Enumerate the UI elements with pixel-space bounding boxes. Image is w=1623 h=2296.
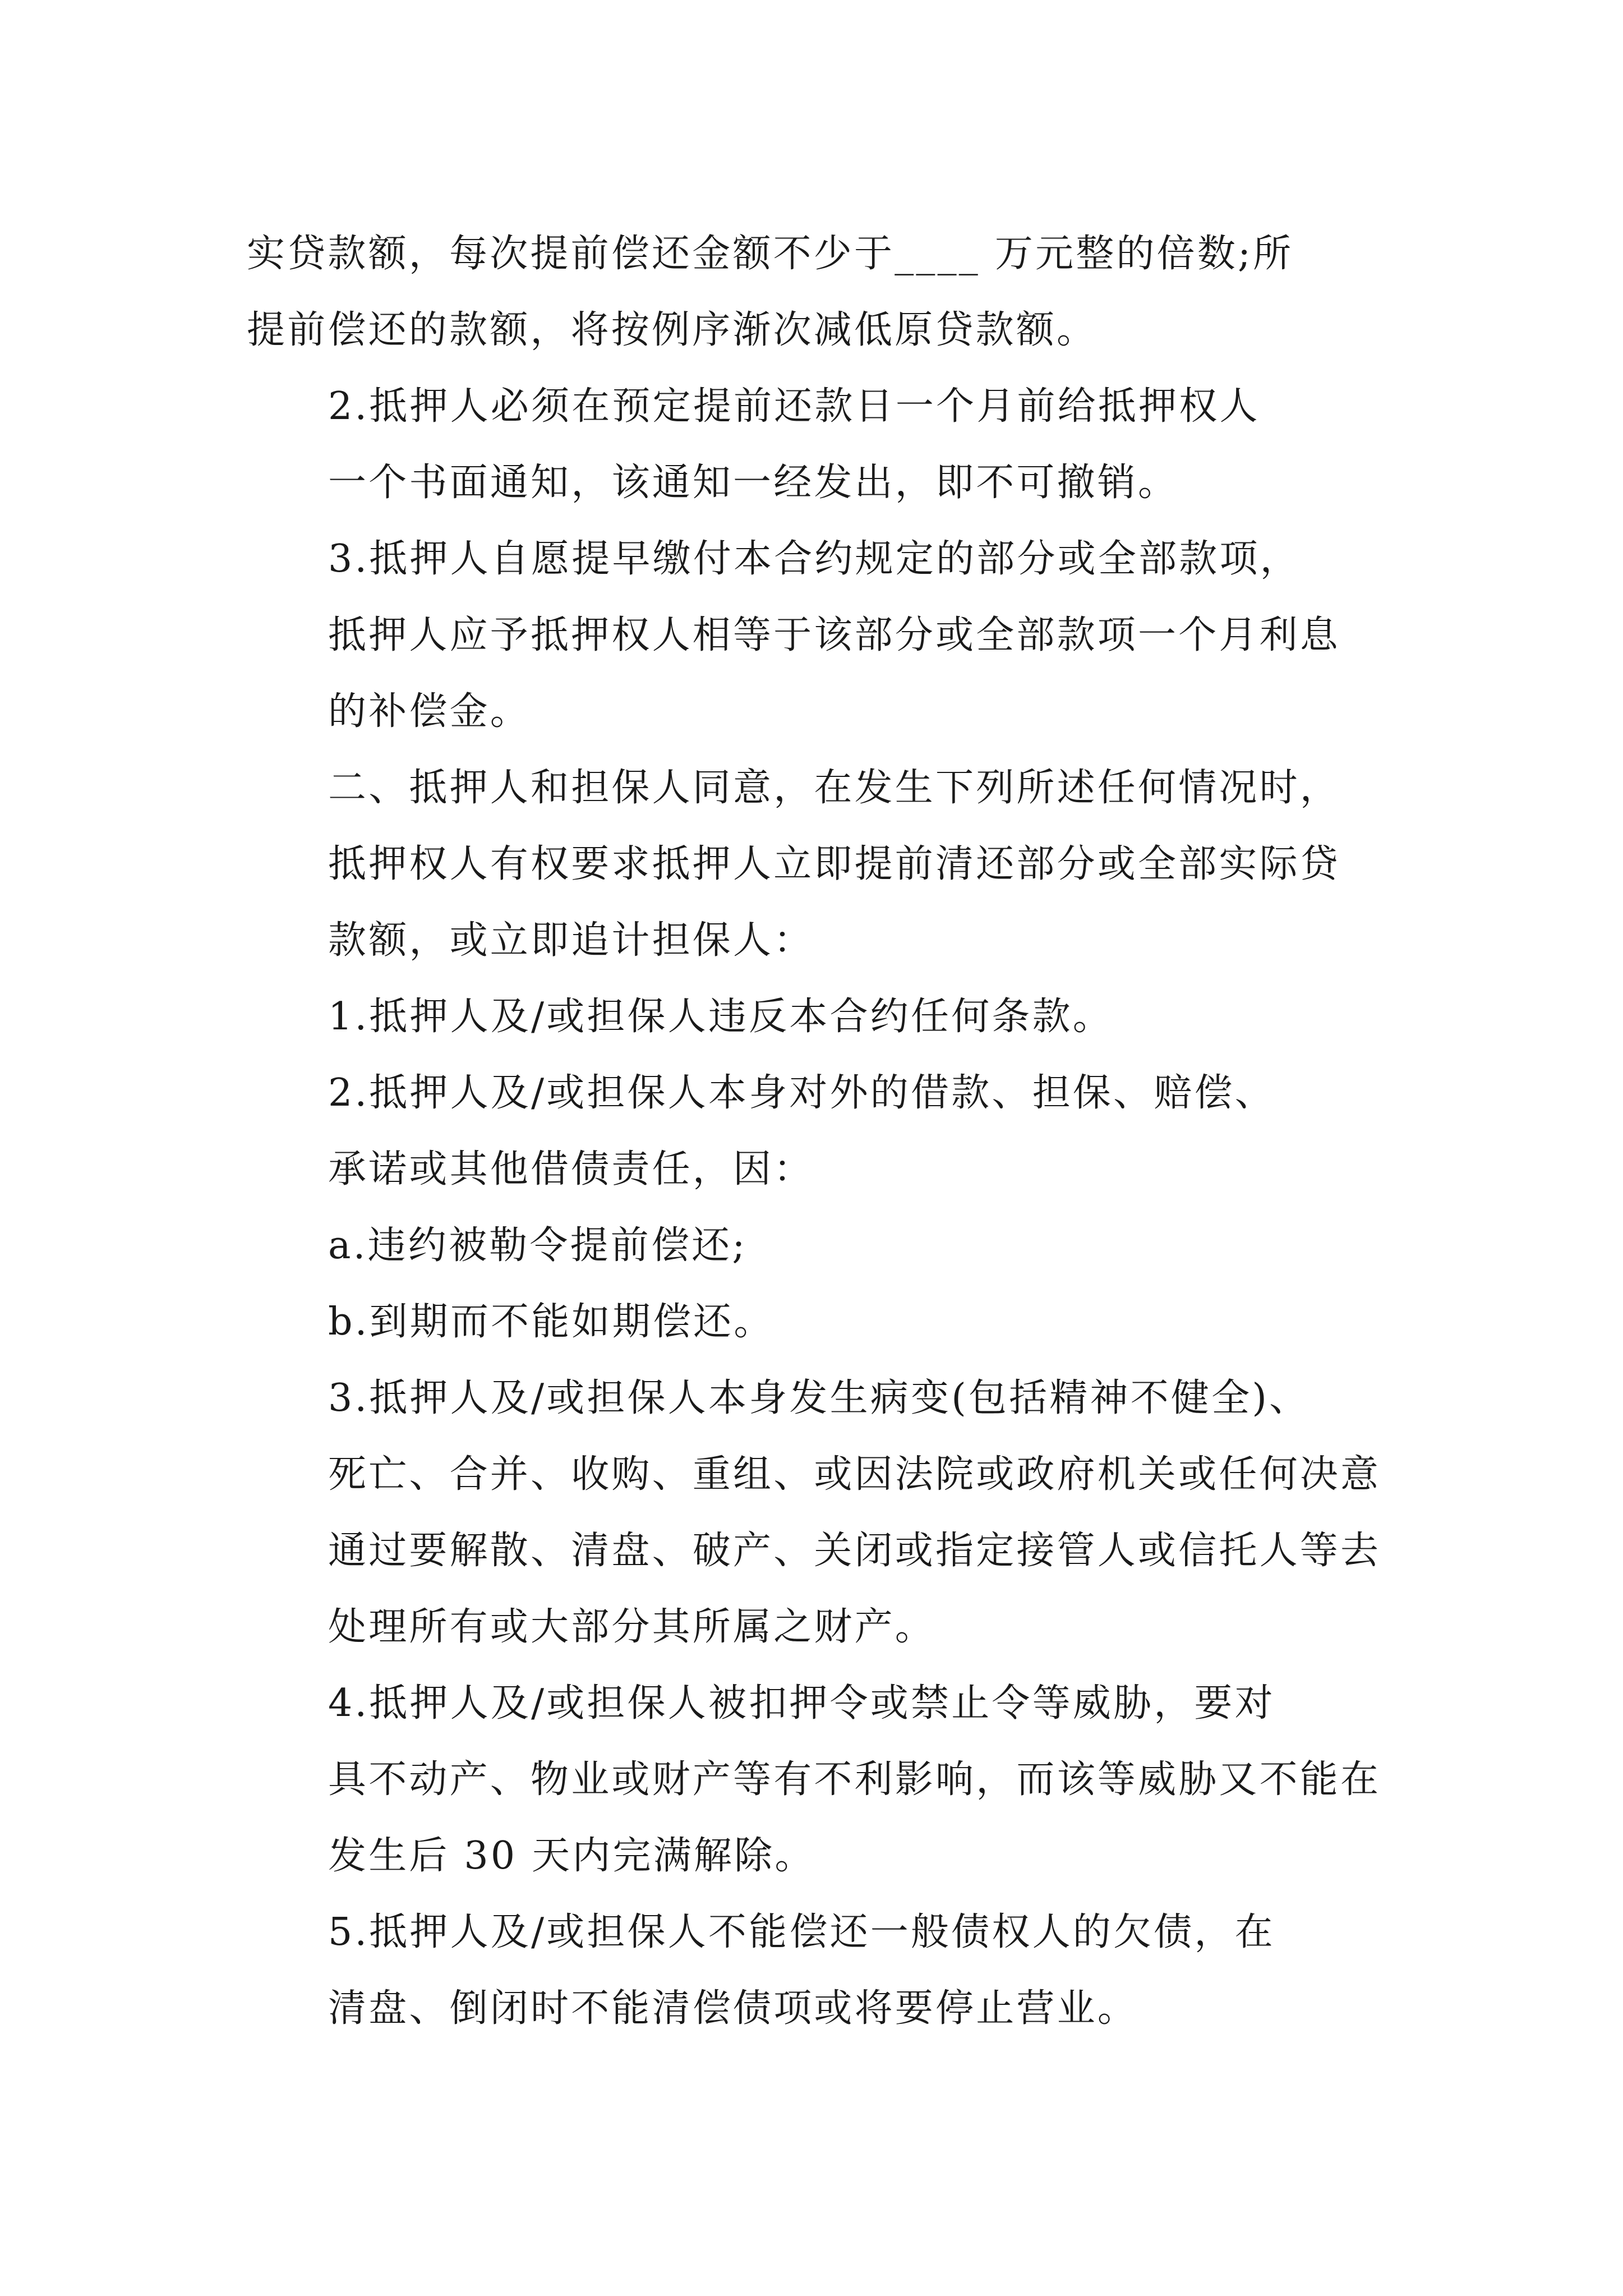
text-line: 4.抵押人及/或担保人被扣押令或禁止令等威胁，要对	[328, 1681, 1275, 1726]
paragraph-clause-2-notice	[247, 369, 1391, 521]
text-line: 死亡、合并、收购、重组、或因法院或政府机关或任何决意	[328, 1452, 1381, 1497]
paragraph-item-2-external-debt	[247, 1055, 1391, 1208]
text-line: 1.抵押人及/或担保人违反本合约任何条款。	[328, 995, 1113, 1039]
paragraph-subitem-a	[247, 1208, 1391, 1284]
document-body	[247, 216, 1391, 2047]
text-line: 发生后 30 天内完满解除。	[328, 1834, 815, 1878]
text-line: 5.抵押人及/或担保人不能偿还一般债权人的欠债，在	[328, 1910, 1275, 1954]
text-line: 的补偿金。	[328, 689, 531, 734]
text-line: 3.抵押人自愿提早缴付本合约规定的部分或全部款项，	[328, 537, 1301, 581]
paragraph-item-3-dissolution	[247, 1360, 1391, 1665]
text-line: 一个书面通知，该通知一经发出，即不可撤销。	[328, 461, 1179, 505]
text-line: 款额，或立即追计担保人：	[328, 918, 814, 963]
text-line: 抵押权人有权要求抵押人立即提前清还部分或全部实际贷	[328, 842, 1341, 886]
paragraph-subitem-b	[247, 1284, 1391, 1360]
paragraph-item-5-insolvency	[247, 1894, 1391, 2047]
text-line: 抵押人应予抵押权人相等于该部分或全部款项一个月利息	[328, 613, 1341, 657]
paragraph-item-1-breach	[247, 979, 1391, 1055]
paragraph-clause-3-compensation	[247, 521, 1391, 750]
text-line: 实贷款额，每次提前偿还金额不少于____ 万元整的倍数;所	[247, 232, 1294, 276]
text-line: 2.抵押人及/或担保人本身对外的借款、担保、赔偿、	[328, 1071, 1275, 1115]
paragraph-item-4-seizure	[247, 1665, 1391, 1894]
text-line: 通过要解散、清盘、破产、关闭或指定接管人或信托人等去	[328, 1529, 1381, 1573]
paragraph-prepayment-amount	[247, 216, 1391, 369]
text-line: 二、抵押人和担保人同意，在发生下列所述任何情况时，	[328, 766, 1341, 810]
text-line: a.违约被勒令提前偿还;	[328, 1223, 748, 1268]
text-line: 2.抵押人必须在预定提前还款日一个月前给抵押权人	[328, 384, 1260, 429]
text-line: b.到期而不能如期偿还。	[328, 1300, 774, 1344]
text-line: 处理所有或大部分其所属之财产。	[328, 1605, 936, 1649]
paragraph-section-two-heading	[247, 750, 1391, 979]
text-line: 清盘、倒闭时不能清偿债项或将要停止营业。	[328, 1986, 1138, 2031]
text-line: 3.抵押人及/或担保人本身发生病变(包括精神不健全)、	[328, 1376, 1310, 1420]
text-line: 具不动产、物业或财产等有不利影响，而该等威胁又不能在	[328, 1757, 1381, 1802]
text-line: 承诺或其他借债责任，因：	[328, 1147, 814, 1191]
text-line: 提前偿还的款额，将按例序渐次减低原贷款额。	[247, 308, 1098, 352]
